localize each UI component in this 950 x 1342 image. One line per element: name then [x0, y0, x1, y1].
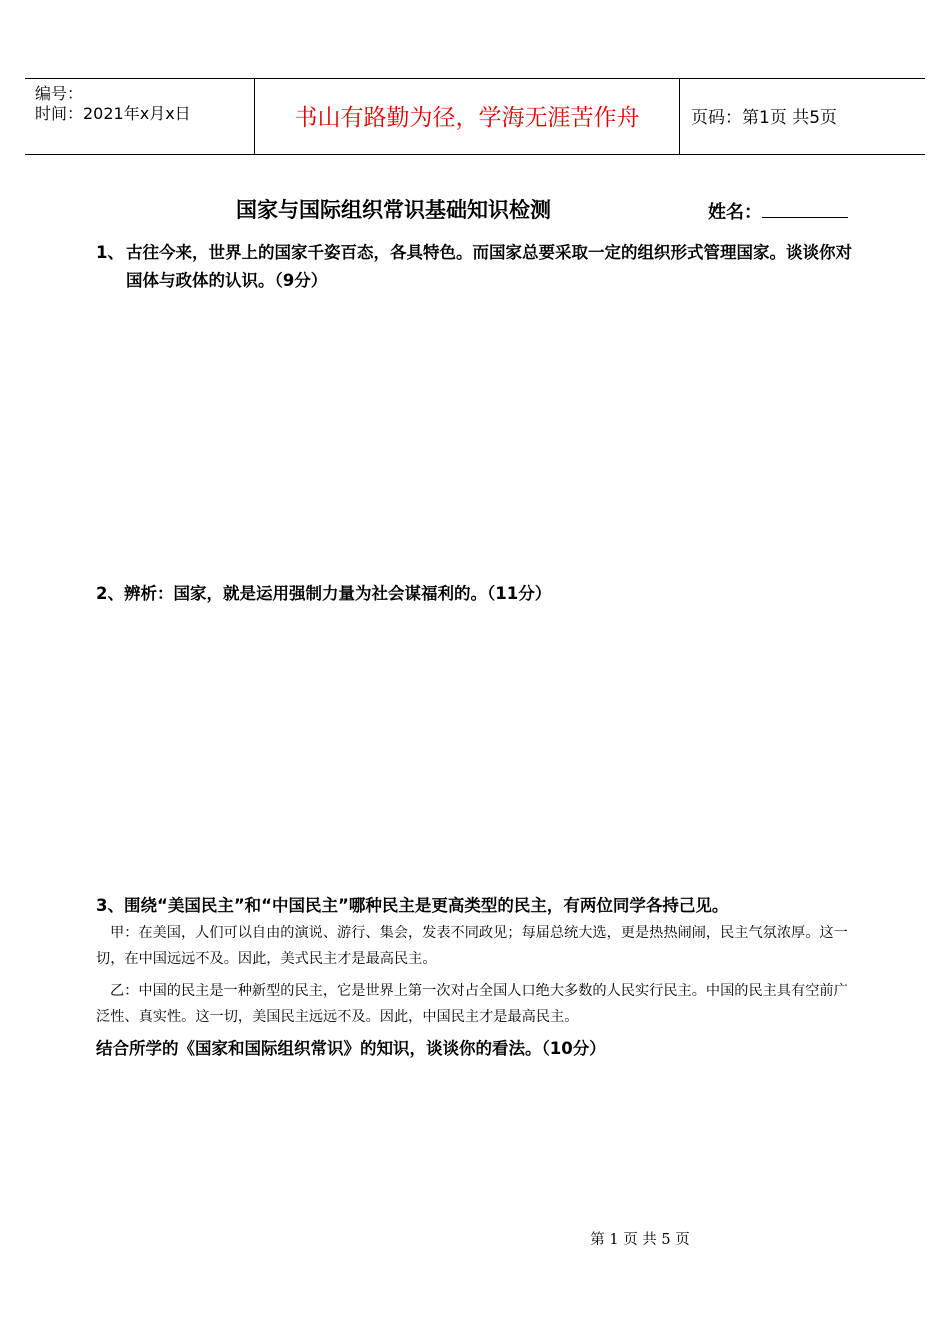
name-blank-line	[762, 199, 848, 218]
question-1	[96, 239, 866, 295]
question-3-passage-b: 乙：中国的民主是一种新型的民主，它是世界上第一次对占全国人口绝大多数的人民实行民主。中国的民主具有空前广泛性、真实性。这一切，美国民主远远不及。因此，中国民主才是最高民主。	[96, 983, 848, 1025]
motto-text: 书山有路勤为径，学海无涯苦作舟	[294, 105, 640, 131]
document-title: 国家与国际组织常识基础知识检测	[236, 198, 551, 222]
question-1-number: 1、	[96, 243, 124, 262]
header-page-cell	[680, 79, 925, 154]
question-2: 2、辨析：国家，就是运用强制力量为社会谋福利的。（11分）	[96, 584, 552, 603]
name-field	[708, 199, 848, 226]
header-meta-cell	[25, 79, 254, 154]
question-1-text: 古往今来，世界上的国家千姿百态，各具特色。而国家总要采取一定的组织形式管理国家。谈谈你对国体与政体的认识。（9分）	[126, 243, 852, 290]
footer-page-number: 第 1 页 共 5 页	[590, 1232, 690, 1248]
header-motto-cell	[254, 79, 680, 154]
page-footer	[0, 1229, 950, 1251]
question-3-task: 结合所学的《国家和国际组织常识》的知识，谈谈你的看法。（10分）	[96, 1039, 606, 1058]
date-label: 时间：2021年x月x日	[35, 104, 191, 123]
name-label: 姓名：	[708, 202, 762, 223]
question-3: 3、围绕“美国民主”和“中国民主”哪种民主是更高类型的民主，有两位同学各持己见。	[96, 896, 729, 915]
serial-number-label: 编号：	[35, 84, 84, 103]
document-header	[25, 78, 925, 155]
page-info: 页码：第1页 共5页	[691, 108, 838, 128]
question-3-passage-a: 甲：在美国，人们可以自由的演说、游行、集会，发表不同政见；每届总统大选，更是热热闹闹，民主气氛浓厚。这一切，在中国远远不及。因此，美式民主才是最高民主。	[96, 925, 848, 967]
